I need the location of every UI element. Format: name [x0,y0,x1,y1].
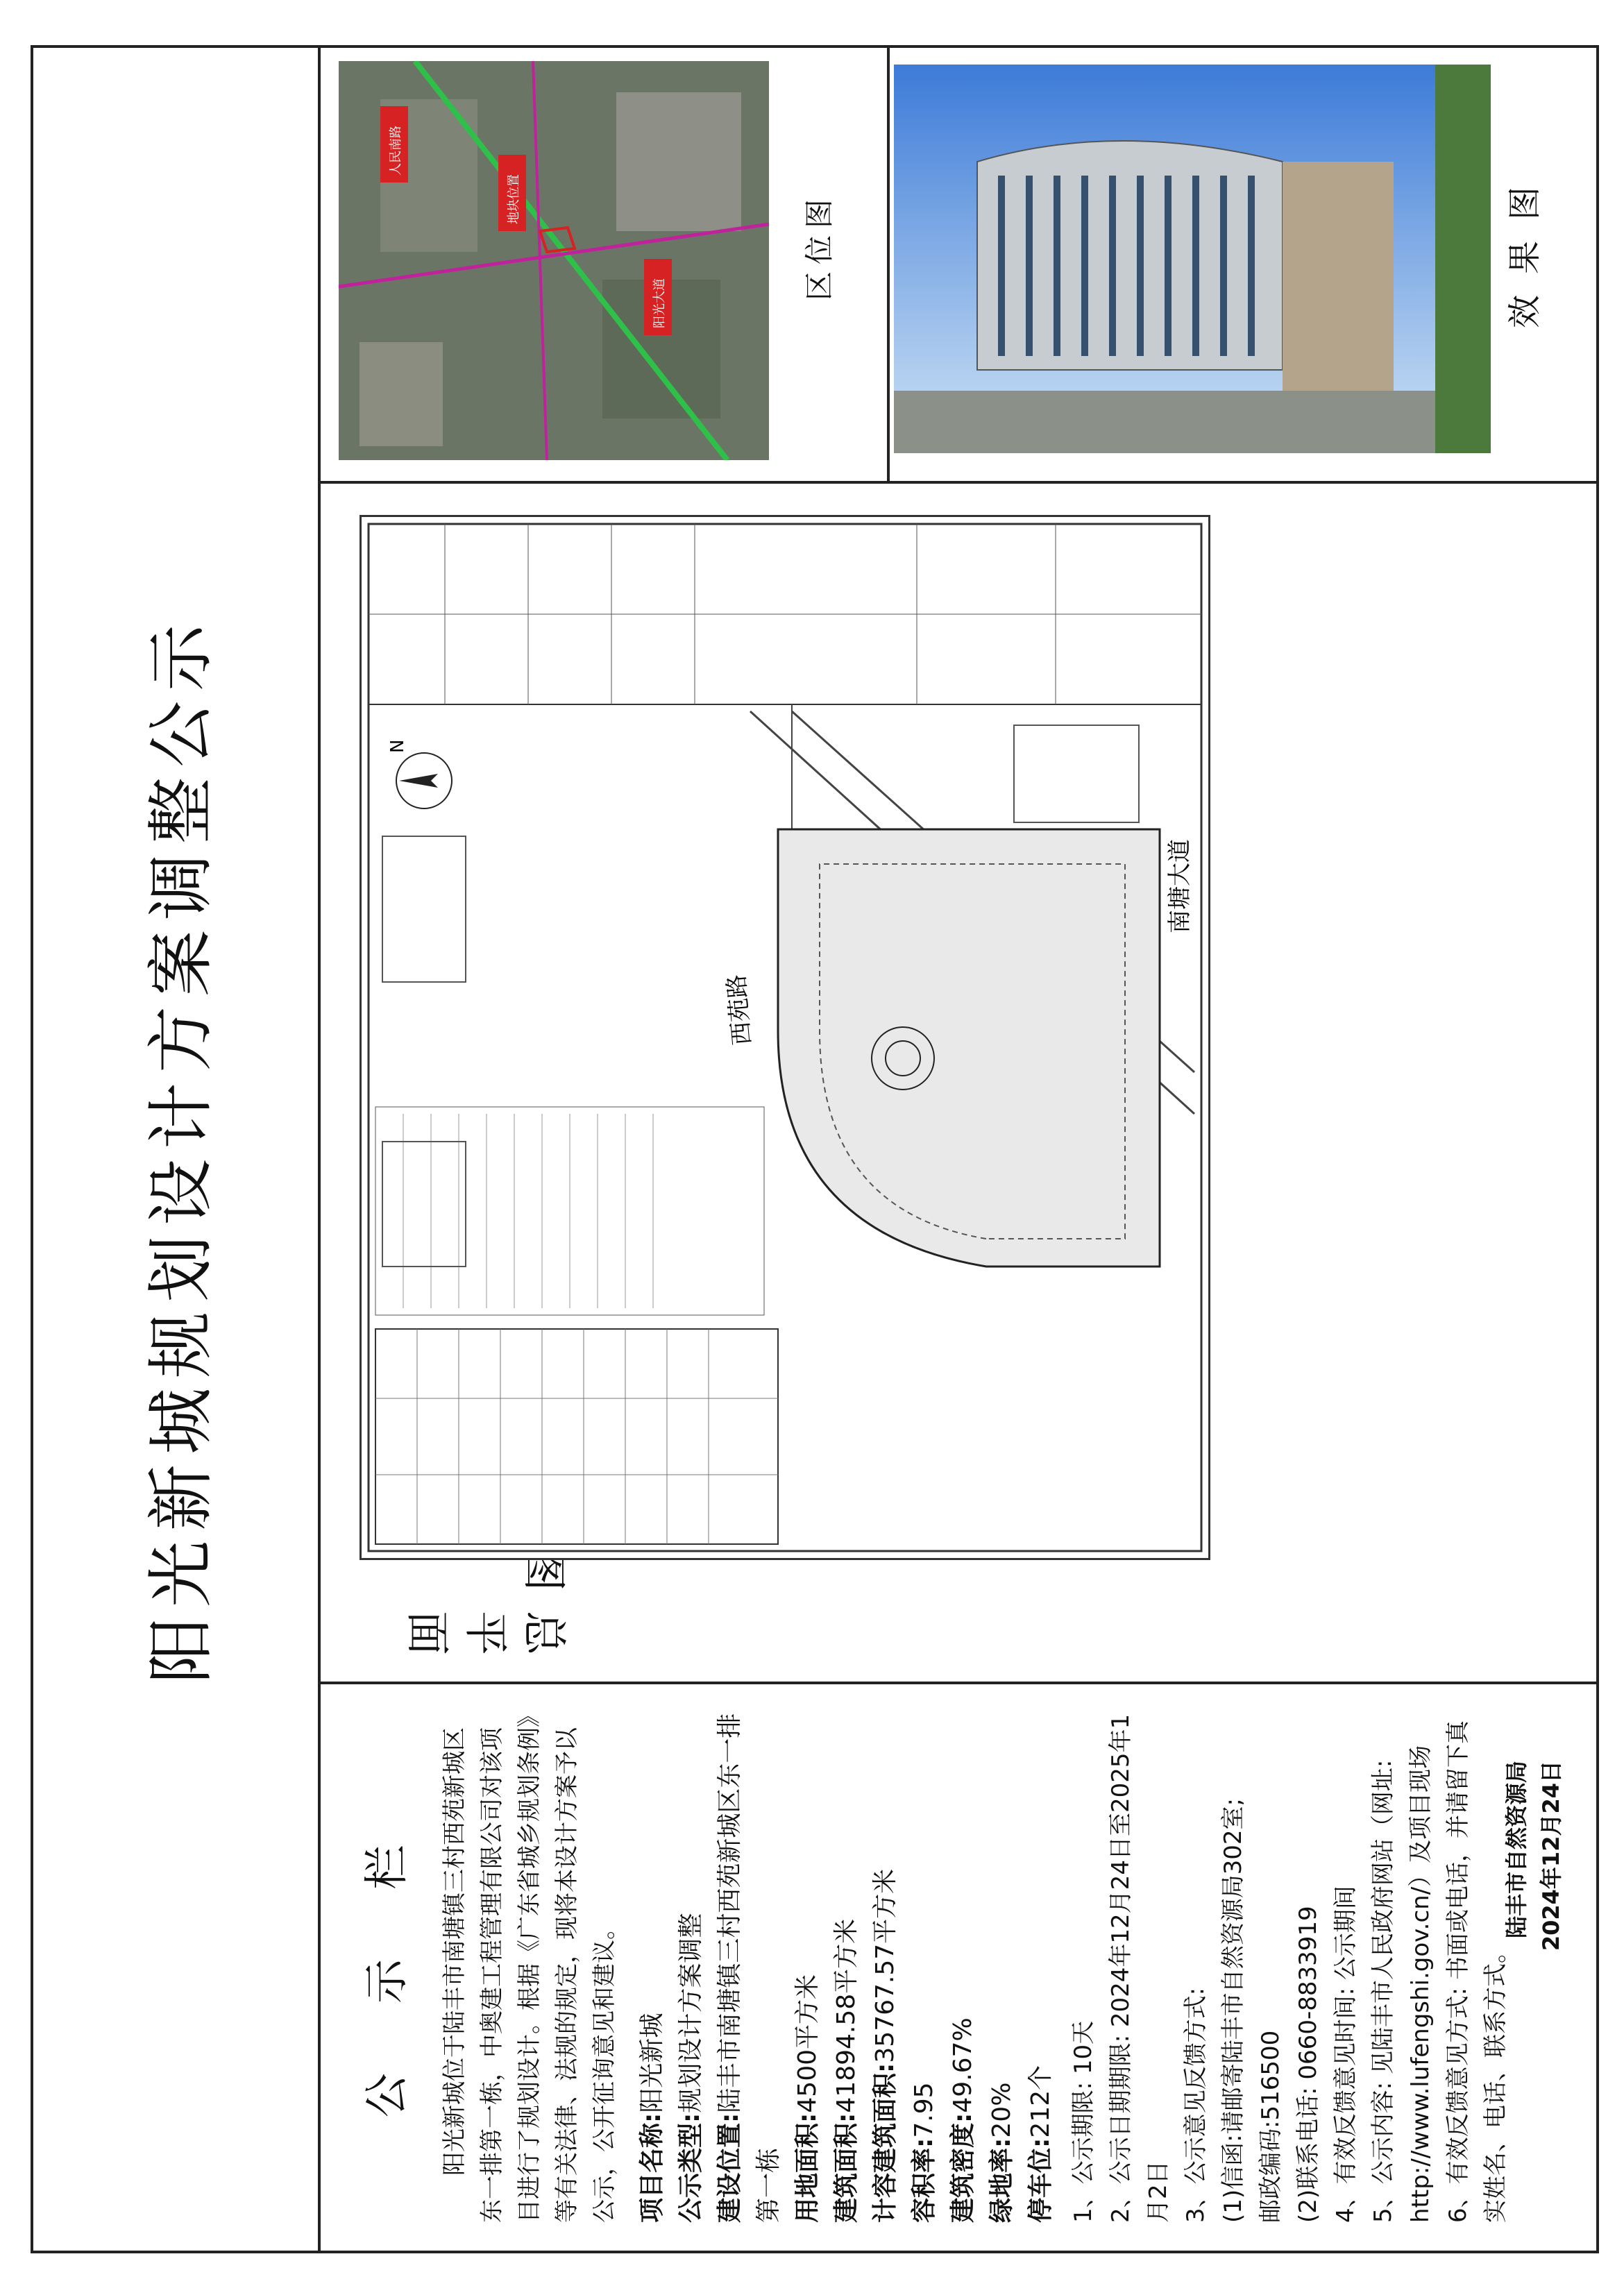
svg-text:人民南路: 人民南路 [389,126,403,176]
notice-item: (2)联系电话: 0660-8833919 [1294,1906,1322,2223]
notice-item: 3、公示意见反馈方式: [1182,1987,1210,2223]
right-column [318,48,1596,481]
notice-item: 邮政编码:516500 [1257,2030,1285,2223]
field-value: 35767.57平方米 [871,1868,899,2063]
map-title: 区位图 [802,192,836,300]
notice-item: 5、公示内容: 见陆丰市人民政府网站（网址: http://www.lufengshi.gov.cn/）及项目现场 [1369,1745,1435,2223]
notice-intro: 阳光新城位于陆丰市南塘镇三村西苑新城区东一排第一栋，中奥建工程管理有限公司对该项目进行了规划设计。根据《广东省城乡规划条例》等有关法律、法规的规定，现将本设计方案予以公示，公开征询意见和建议。 [441,1716,618,2223]
north-label: N [387,739,408,753]
field-label: 建筑面积: [832,2112,861,2223]
project-field [1022,1712,1060,2223]
notice-items [1065,1712,1514,2223]
field-label: 建设位置: [716,2112,744,2223]
field-value: 212个 [1026,2065,1055,2138]
page-title: 阳光新城规划设计方案调整公示 [142,615,220,1684]
notice-item: 6、有效反馈意见方式: 书面或电话，并请留下真实姓名、电话、联系方式。 [1444,1720,1509,2223]
project-field [905,1712,944,2223]
north-arrow-icon [396,753,452,808]
field-value: 规划设计方案调整 [677,1913,705,2113]
notice-item: 2、公示日期期限: 2024年12月24日至2025年1月2日 [1107,1713,1172,2223]
notice-heading: 公 示 栏 [362,1817,413,2118]
field-value: 20% [988,2082,1016,2138]
field-value: 41894.58平方米 [832,1918,861,2113]
sign-org: 陆丰市自然资源局 [1503,1761,1530,1939]
building-footprint [778,829,1160,1267]
field-value: 49.67% [949,2017,977,2113]
notice-panel [318,1682,1596,2251]
project-field [672,1712,711,2223]
field-value: 阳光新城 [638,2013,666,2113]
render-title: 效果图 [1505,165,1544,328]
project-field [788,1712,827,2223]
field-label: 容积率: [910,2137,938,2223]
project-fields [633,1712,1060,2223]
project-field [944,1712,983,2223]
project-field [866,1712,905,2223]
building-rendering [894,65,1491,453]
field-label: 公示类型: [677,2112,705,2223]
field-label: 停车位: [1026,2137,1055,2223]
field-value: 7.95 [910,2082,938,2138]
project-field [827,1712,866,2223]
plan-label: 总平面图 [393,1539,568,1654]
notice-item: 4、有效反馈意见时间: 公示期间 [1332,1886,1360,2223]
field-value: 4500平方米 [793,1974,822,2113]
notice-item: 1、公示期限: 10天 [1069,2020,1097,2223]
road-name-1: 西苑路 [722,973,756,1047]
rendering-panel [887,48,1596,481]
location-map-panel [318,48,890,481]
project-field [983,1712,1022,2223]
data-table [375,1329,778,1544]
location-map [339,61,769,460]
field-label: 项目名称: [638,2112,666,2223]
road-name-2: 南塘大道 [1166,839,1194,933]
notice-item: (1)信函:请邮寄陆丰市自然资源局302室; [1219,1798,1247,2223]
field-label: 计容建筑面积: [871,2063,899,2223]
field-label: 用地面积: [793,2112,822,2223]
svg-text:阳光大道: 阳光大道 [652,278,667,328]
tower [977,141,1283,370]
field-value: 陆丰市南塘镇三村西苑新城区东一排第一栋 [716,1713,783,2223]
project-field [633,1712,672,2223]
field-label: 绿地率: [988,2137,1016,2223]
plan-column [318,481,1596,1682]
site-plan-drawing [360,515,1210,1560]
field-label: 建筑密度: [949,2112,977,2223]
sign-date: 2024年12月24日 [1538,1761,1564,1951]
signature-block [1499,1761,1568,1951]
title-band [33,48,321,2251]
project-field [711,1712,788,2223]
svg-text:地块位置: 地块位置 [507,174,521,224]
